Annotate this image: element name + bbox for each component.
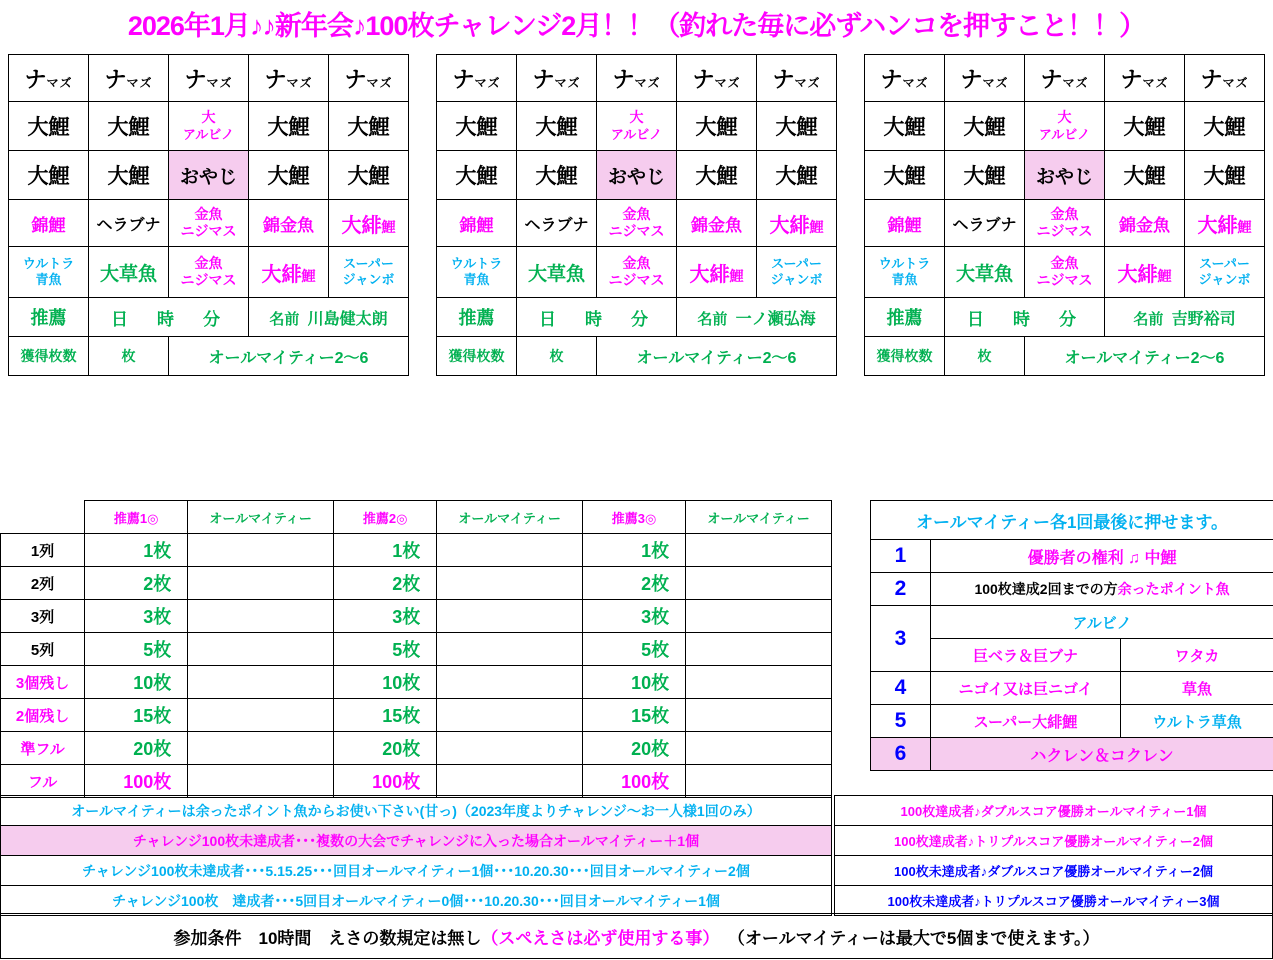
almighty-slot[interactable] [188,765,334,798]
almighty-slot[interactable] [188,600,334,633]
name-value[interactable]: 一ノ瀬弘海 [735,310,816,328]
stamp-cell-koi[interactable]: 大鯉 [249,102,329,151]
card-row-entry [865,298,1265,337]
stamp-cell-daisogyo[interactable]: 大草魚 [89,247,169,298]
stamp-cell-koi[interactable]: 大鯉 [517,102,597,151]
name-value[interactable]: 吉野裕司 [1171,310,1236,328]
kakutoku-value[interactable]: 枚 [945,337,1025,376]
almighty-range: オールマイティー2〜6 [169,337,409,376]
note-row [1,886,832,916]
stamp-cell-ohigoi[interactable]: 大緋鯉 [1105,247,1185,298]
col-header-suisen2: 推薦2◎ [334,501,437,534]
almighty-slot[interactable] [437,699,583,732]
stamp-cell-namazu[interactable]: ナマズ [1105,55,1185,102]
table-row [871,540,1273,573]
stamp-cell-koi[interactable]: 大鯉 [1105,102,1185,151]
score-value: 2枚 [583,567,686,600]
score-value: 2枚 [334,567,437,600]
almighty-slot[interactable] [686,567,832,600]
rule-text [931,573,1273,606]
score-value: 5枚 [334,633,437,666]
stamp-cell-koi[interactable]: 大鯉 [677,102,757,151]
almighty-slot[interactable] [686,666,832,699]
stamp-cell-namazu[interactable]: ナマズ [677,55,757,102]
kakutoku-label: 獲得枚数 [437,337,517,376]
kakutoku-label: 獲得枚数 [9,337,89,376]
note-text: 100枚達成者♪ダブルスコア優勝オールマイティー1個 [835,796,1273,826]
col-header-almighty: オールマイティー [686,501,832,534]
almighty-slot[interactable] [188,666,334,699]
stamp-cell-ohigoi[interactable]: 大緋鯉 [757,200,837,247]
stamp-cell-koi[interactable]: 大鯉 [945,102,1025,151]
rules-header-row [871,501,1273,540]
almighty-range: オールマイティー2〜6 [597,337,837,376]
card-row-namazu [865,55,1265,102]
name-label: 名前 [269,310,300,328]
note-text: チャレンジ100枚未達成者･･･複数の大会でチャレンジに入った場合オールマイティー＋1個 [1,826,832,856]
note-text: チャレンジ100枚未達成者･･･5.15.25･･･回目オールマイティー1個･･･10.20.30･･･回目オールマイティー2個 [1,856,832,886]
card-row-oyaji [437,151,837,200]
row-label: 1列 [1,534,85,567]
stamp-cell-namazu[interactable]: ナマズ [89,55,169,102]
stamp-cell-namazu[interactable]: ナマズ [1185,55,1265,102]
note-row [835,796,1273,826]
stamp-cell-namazu[interactable]: ナマズ [169,55,249,102]
stamp-cell-koi[interactable]: 大鯉 [89,151,169,200]
rule-text: 優勝者の権利 ♫ 中鯉 [931,540,1273,573]
score-value: 15枚 [583,699,686,732]
almighty-slot[interactable] [437,534,583,567]
almighty-slot[interactable] [686,732,832,765]
score-value: 15枚 [85,699,188,732]
player-card-3 [864,54,1265,376]
rule-text-alt: 草魚 [1121,672,1273,705]
note-row [1,796,832,826]
score-value: 100枚 [334,765,437,798]
score-value: 5枚 [85,633,188,666]
stamp-cell-ohigoi[interactable]: 大緋鯉 [1185,200,1265,247]
score-value: 1枚 [334,534,437,567]
kakutoku-value[interactable]: 枚 [89,337,169,376]
score-value: 2枚 [85,567,188,600]
stamp-cell-namazu[interactable]: ナマズ [9,55,89,102]
stamp-cell-oyaji[interactable]: おやじ [597,151,677,200]
col-header-suisen1: 推薦1◎ [85,501,188,534]
almighty-slot[interactable] [686,534,832,567]
row-label: 5列 [1,633,85,666]
table-row [871,672,1273,705]
almighty-rules-table [870,500,1273,771]
almighty-slot[interactable] [437,732,583,765]
rule-text-part1: 100枚達成2回までの方 [974,581,1118,597]
row-label: フル [1,765,85,798]
card-row-entry [9,298,409,337]
almighty-slot[interactable] [437,666,583,699]
stamp-cell-koi[interactable]: 大鯉 [865,102,945,151]
card-row-koi [865,102,1265,151]
datetime-field[interactable]: 日 時 分 [89,298,249,337]
note-row [835,826,1273,856]
almighty-slot[interactable] [188,699,334,732]
card-row-nishiki [865,200,1265,247]
card-row-oyaji [865,151,1265,200]
score-value: 100枚 [583,765,686,798]
rule-text-alt: ウルトラ草魚 [1121,705,1273,738]
rule-text: スーパー大緋鯉 [931,705,1121,738]
stamp-cell-kingyo-nijimasu[interactable]: 金魚 ニジマス [169,200,249,247]
footer-part3: （オールマイティーは最大で5個まで使えます。） [719,928,1100,948]
stamp-cell-oyaji[interactable]: おやじ [169,151,249,200]
kakutoku-value[interactable]: 枚 [517,337,597,376]
note-text: 100枚達成者♪トリプルスコア優勝オールマイティー2個 [835,826,1273,856]
row-label: 準フル [1,732,85,765]
player-card-1 [8,54,409,376]
name-value[interactable]: 川島健太朗 [307,310,388,328]
note-row [1,826,832,856]
stamp-cell-koi[interactable]: 大鯉 [249,151,329,200]
score-value: 20枚 [583,732,686,765]
suisen-label: 推薦 [9,298,89,337]
stamp-cell-koi[interactable]: 大鯉 [437,102,517,151]
score-value: 10枚 [85,666,188,699]
name-label: 名前 [1133,310,1164,328]
almighty-slot[interactable] [188,534,334,567]
stamp-cell-albino[interactable]: 大 アルビノ [1025,102,1105,151]
datetime-field[interactable]: 日 時 分 [945,298,1105,337]
almighty-range: オールマイティー2〜6 [1025,337,1265,376]
player-name-cell [249,298,409,337]
score-value: 20枚 [85,732,188,765]
card-row-entry [437,298,837,337]
rules-header: オールマイティー各1回最後に押せます。 [871,501,1273,540]
card-row-score [865,337,1265,376]
row-label: 2個残し [1,699,85,732]
stamp-cell-herabuna[interactable]: ヘラブナ [945,200,1025,247]
suisen-label: 推薦 [865,298,945,337]
stamp-cell-super-jumbo[interactable]: スーパー ジャンボ [329,247,409,298]
stamp-cell-namazu[interactable]: ナマズ [945,55,1025,102]
score-value: 3枚 [334,600,437,633]
suisen-label: 推薦 [437,298,517,337]
rule-number: 1 [871,540,931,573]
score-value: 1枚 [85,534,188,567]
stamp-cell-koi[interactable]: 大鯉 [1185,102,1265,151]
stamp-cell-koi[interactable]: 大鯉 [865,151,945,200]
table-row [871,639,1273,672]
card-row-namazu [437,55,837,102]
score-value: 100枚 [85,765,188,798]
footer-conditions [0,913,1273,959]
stamp-cell-koi[interactable]: 大鯉 [329,102,409,151]
almighty-slot[interactable] [188,633,334,666]
almighty-slot[interactable] [686,633,832,666]
table-row [1,633,832,666]
stamp-cell-namazu[interactable]: ナマズ [1025,55,1105,102]
note-text: 100枚未達成者♪トリプルスコア優勝オールマイティー3個 [835,886,1273,916]
stamp-cell-herabuna[interactable]: ヘラブナ [517,200,597,247]
stamp-cell-namazu[interactable]: ナマズ [249,55,329,102]
stamp-cell-namazu[interactable]: ナマズ [597,55,677,102]
note-row [835,886,1273,916]
card-row-namazu [9,55,409,102]
score-value: 10枚 [583,666,686,699]
table-row [871,606,1273,639]
rule-number: 3 [871,606,931,672]
row-label: 3列 [1,600,85,633]
almighty-slot[interactable] [437,567,583,600]
almighty-slot[interactable] [437,600,583,633]
stamp-cell-koi[interactable]: 大鯉 [437,151,517,200]
stamp-cell-nishikigoi[interactable]: 錦鯉 [9,200,89,247]
table-row [1,765,832,798]
stamp-cell-albino[interactable]: 大 アルビノ [597,102,677,151]
table-row [871,705,1273,738]
almighty-slot[interactable] [188,732,334,765]
player-name-cell [1105,298,1265,337]
almighty-slot[interactable] [686,765,832,798]
stamp-cell-namazu[interactable]: ナマズ [757,55,837,102]
table-row [1,534,832,567]
stamp-cell-ultra-aozakana[interactable]: ウルトラ 青魚 [9,247,89,298]
stamp-cell-koi[interactable]: 大鯉 [89,102,169,151]
score-value: 5枚 [583,633,686,666]
stamp-cell-ohigoi[interactable]: 大緋鯉 [677,247,757,298]
stamp-cell-daisogyo[interactable]: 大草魚 [517,247,597,298]
row-label: 3個残し [1,666,85,699]
player-card-2 [436,54,837,376]
note-row [1,856,832,886]
col-header-almighty: オールマイティー [437,501,583,534]
table-row [871,573,1273,606]
col-header-almighty: オールマイティー [188,501,334,534]
stamp-cell-kinkingyo[interactable]: 錦金魚 [677,200,757,247]
almighty-slot[interactable] [188,567,334,600]
stamp-cell-koi[interactable]: 大鯉 [517,151,597,200]
card-row-score [9,337,409,376]
stamp-cell-koi[interactable]: 大鯉 [1105,151,1185,200]
stamp-cell-nishikigoi[interactable]: 錦鯉 [865,200,945,247]
rule-number: 6 [871,738,931,771]
rule-text: ハクレン＆コクレン [931,738,1273,771]
almighty-slot[interactable] [437,633,583,666]
stamp-cell-koi[interactable]: 大鯉 [677,151,757,200]
stamp-cell-oyaji[interactable]: おやじ [1025,151,1105,200]
stamp-cell-koi[interactable]: 大鯉 [757,151,837,200]
stamp-cell-namazu[interactable]: ナマズ [437,55,517,102]
rule-number: 5 [871,705,931,738]
card-row-score [437,337,837,376]
kakutoku-label: 獲得枚数 [865,337,945,376]
stamp-cell-kinkingyo[interactable]: 錦金魚 [249,200,329,247]
col-header-suisen3: 推薦3◎ [583,501,686,534]
note-text: チャレンジ100枚 達成者･･･5回目オールマイティー0個･･･10.20.30･･･回目オールマイティー1個 [1,886,832,916]
stamp-cell-kingyo-nijimasu[interactable]: 金魚 ニジマス [1025,247,1105,298]
stamp-cell-koi[interactable]: 大鯉 [9,151,89,200]
footer-part1: 参加条件 10時間 えさの数規定は無し [173,928,482,948]
rule-number: 4 [871,672,931,705]
card-row-nishiki [437,200,837,247]
notes-left-table [0,795,832,916]
stamp-cell-namazu[interactable]: ナマズ [865,55,945,102]
stamp-cell-koi[interactable]: 大鯉 [1185,151,1265,200]
almighty-slot[interactable] [686,699,832,732]
stamp-cell-ohigoi[interactable]: 大緋鯉 [329,200,409,247]
rule-text: アルビノ [931,606,1273,639]
page-title: 2026年1月♪♪新年会♪100枚チャレンジ2月！！（釣れた毎に必ずハンコを押すこと！！） [127,11,1146,41]
rule-text: ニゴイ又は巨ニゴイ [931,672,1121,705]
card-row-ultra [9,247,409,298]
almighty-slot[interactable] [686,600,832,633]
stamp-cell-daisogyo[interactable]: 大草魚 [945,247,1025,298]
stamp-cell-kingyo-nijimasu[interactable]: 金魚 ニジマス [597,247,677,298]
score-table [0,500,832,798]
table-row [1,699,832,732]
stamp-cell-super-jumbo[interactable]: スーパー ジャンボ [1185,247,1265,298]
stamp-cell-koi[interactable]: 大鯉 [757,102,837,151]
stamp-cell-albino[interactable]: 大 アルビノ [169,102,249,151]
almighty-slot[interactable] [437,765,583,798]
row-label: 2列 [1,567,85,600]
card-row-koi [9,102,409,151]
score-value: 10枚 [334,666,437,699]
rule-text: 巨ベラ＆巨ブナ [931,639,1121,672]
score-value: 15枚 [334,699,437,732]
rule-text-part2: 余ったポイント魚 [1117,581,1230,597]
note-text: 100枚未達成者♪ダブルスコア優勝オールマイティー2個 [835,856,1273,886]
stamp-cell-koi[interactable]: 大鯉 [329,151,409,200]
notes-right-table [834,795,1273,916]
rule-text-alt: ワタカ [1121,639,1273,672]
score-value: 1枚 [583,534,686,567]
name-label: 名前 [697,310,728,328]
score-value: 3枚 [85,600,188,633]
stamp-cell-kingyo-nijimasu[interactable]: 金魚 ニジマス [1025,200,1105,247]
stamp-cell-kingyo-nijimasu[interactable]: 金魚 ニジマス [169,247,249,298]
stamp-cell-nishikigoi[interactable]: 錦鯉 [437,200,517,247]
card-row-ultra [437,247,837,298]
stamp-cell-super-jumbo[interactable]: スーパー ジャンボ [757,247,837,298]
stamp-cell-ultra-aozakana[interactable]: ウルトラ 青魚 [865,247,945,298]
note-text: オールマイティーは余ったポイント魚からお使い下さい(甘っ)（2023年度よりチャレンジ〜お一人様1回のみ） [1,796,832,826]
score-value: 3枚 [583,600,686,633]
stamp-cell-namazu[interactable]: ナマズ [517,55,597,102]
stamp-cell-koi[interactable]: 大鯉 [945,151,1025,200]
card-row-koi [437,102,837,151]
footer-part2: （スペえさは必ず使用する事） [481,928,720,948]
card-row-nishiki [9,200,409,247]
stamp-cell-kinkingyo[interactable]: 錦金魚 [1105,200,1185,247]
table-row [1,567,832,600]
stamp-cell-ohigoi[interactable]: 大緋鯉 [249,247,329,298]
stamp-cell-herabuna[interactable]: ヘラブナ [89,200,169,247]
table-row [1,600,832,633]
card-row-oyaji [9,151,409,200]
datetime-field[interactable]: 日 時 分 [517,298,677,337]
player-name-cell [677,298,837,337]
table-row [871,738,1273,771]
table-row [1,732,832,765]
stamp-cell-koi[interactable]: 大鯉 [9,102,89,151]
rule-number: 2 [871,573,931,606]
stamp-cell-ultra-aozakana[interactable]: ウルトラ 青魚 [437,247,517,298]
note-row [835,856,1273,886]
table-row [1,666,832,699]
card-row-ultra [865,247,1265,298]
score-value: 20枚 [334,732,437,765]
stamp-cell-kingyo-nijimasu[interactable]: 金魚 ニジマス [597,200,677,247]
stamp-cell-namazu[interactable]: ナマズ [329,55,409,102]
score-table-header-row [1,501,832,534]
